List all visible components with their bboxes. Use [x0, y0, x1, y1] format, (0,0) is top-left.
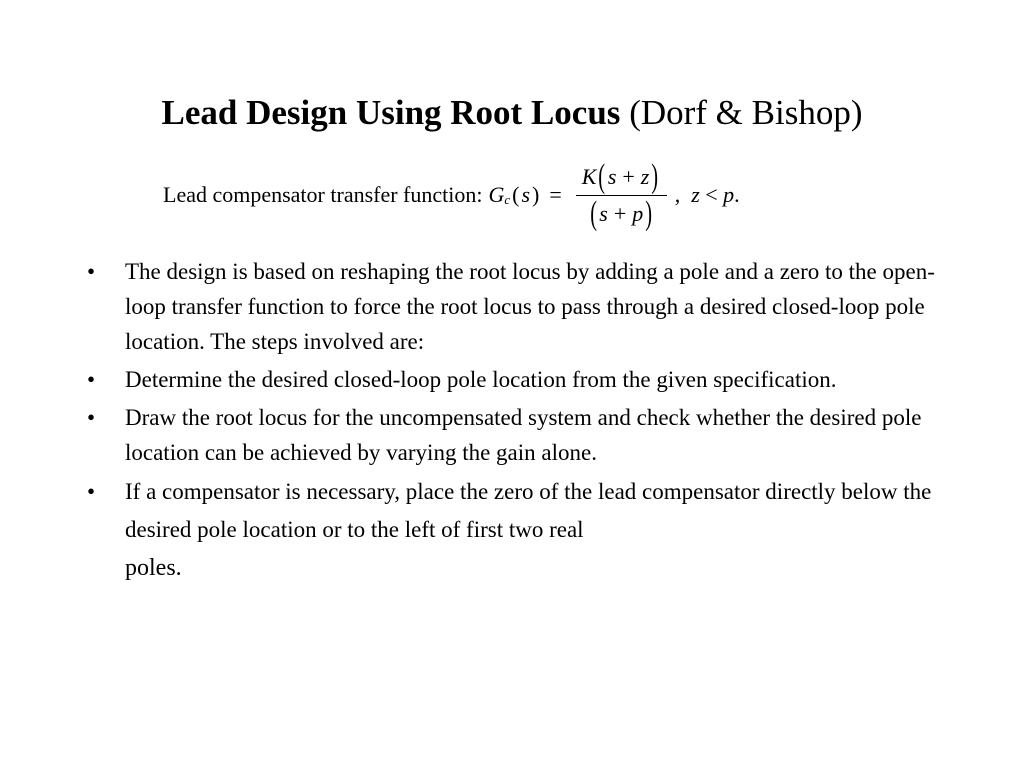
formula-G-subscript: c [504, 192, 511, 207]
formula-G: G [488, 182, 505, 207]
bullet-icon: • [87, 405, 96, 430]
bullet-text: Determine the desired closed-loop pole location from the given specification. [125, 367, 837, 392]
bullet-icon: • [87, 259, 96, 284]
bullet-text: Draw the root locus for the uncompensated system and check whether the desired pole location can be achieved by varying the gain alone. [125, 405, 922, 465]
numerator-s: s [607, 163, 617, 189]
formula-lhs-arg: s [521, 182, 531, 207]
formula-condition: , z < p. [674, 182, 740, 207]
numerator-paren-close: ) [651, 157, 659, 195]
bullet-list [87, 254, 947, 590]
numerator-paren-open: ( [598, 157, 606, 195]
list-item [87, 473, 947, 587]
list-item [87, 254, 947, 359]
list-item [87, 362, 947, 397]
bullet-text: If a compensator is necessary, place the zero of the lead compensator directly below the desired pole location or to the left of first two real [125, 479, 932, 542]
list-item [87, 400, 947, 470]
slide-title [0, 92, 1024, 134]
formula-label: Lead compensator transfer function: [163, 182, 483, 207]
bullet-icon: • [87, 479, 96, 504]
formula-lhs-paren-close: ) [532, 182, 540, 207]
denominator-plus: + [613, 200, 627, 226]
condition-less-than: < [705, 182, 718, 207]
slide-title-source: (Dorf & Bishop) [629, 93, 863, 132]
bullet-icon: • [87, 367, 96, 392]
denominator-p: p [632, 200, 644, 226]
formula-lhs-paren-open: ( [512, 182, 520, 207]
formula-numerator [576, 159, 667, 195]
denominator-paren-close: ) [645, 194, 653, 232]
numerator-plus: + [622, 163, 635, 189]
bullet-text: The design is based on reshaping the root locus by adding a pole and a zero to the open-loop transfer function to force the root locus to pass through a desired closed-loop pole location. The steps involved are: [125, 259, 935, 354]
transfer-function-line [163, 155, 740, 235]
denominator-s: s [599, 200, 608, 226]
condition-p: p [723, 182, 735, 207]
formula-lhs [488, 182, 541, 208]
formula-fraction [576, 159, 667, 232]
condition-z: z [691, 182, 700, 207]
bullet-text-tail: poles. [125, 555, 182, 581]
formula-equals: = [549, 182, 562, 207]
numerator-z: z [640, 163, 650, 189]
denominator-paren-open: ( [590, 194, 597, 232]
numerator-K: K [581, 163, 597, 189]
slide-title-bold: Lead Design Using Root Locus [161, 93, 621, 132]
formula-denominator [582, 196, 661, 232]
